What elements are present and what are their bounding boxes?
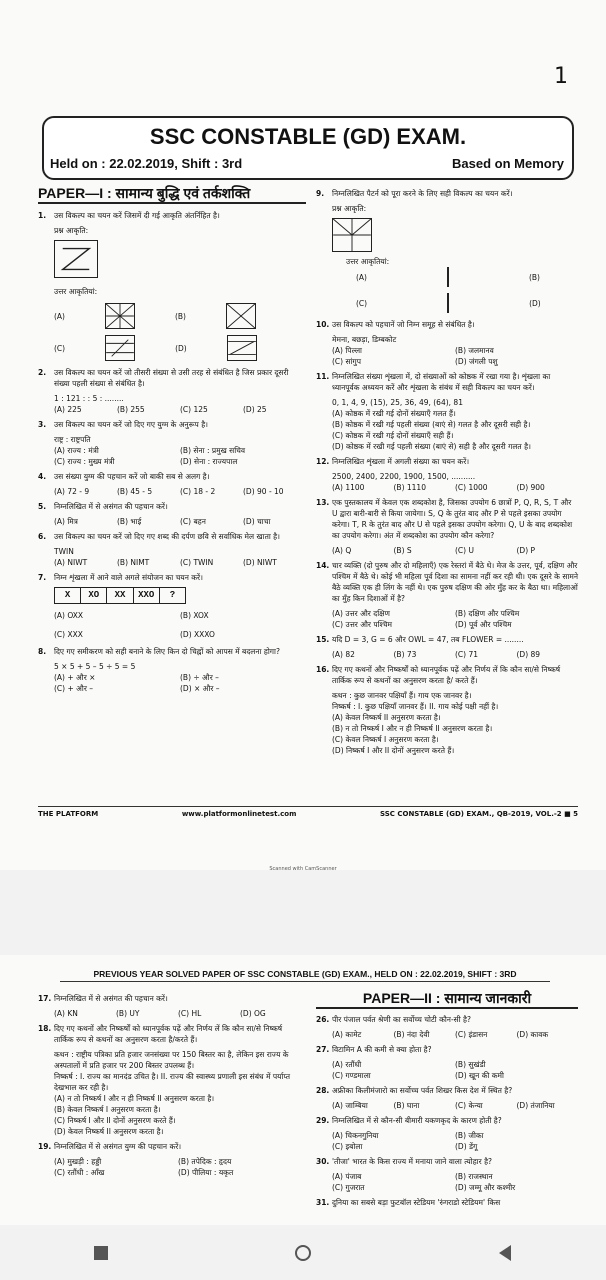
option-c: (C) U xyxy=(455,546,474,555)
options-q26 xyxy=(332,1029,578,1040)
bottom-right-column xyxy=(316,990,578,1212)
options-q13 xyxy=(332,545,578,556)
option-c: (C) इबोला xyxy=(332,1142,363,1151)
options-q2 xyxy=(54,404,306,415)
answer-figure-a xyxy=(447,267,449,287)
option-a: (A) न तो निष्कर्ष I और न ही निष्कर्ष II अनुसरण करता है। xyxy=(54,1094,215,1103)
recents-icon xyxy=(94,1246,108,1260)
option-a: (A) मित्र xyxy=(54,517,78,526)
question-17 xyxy=(38,993,302,1004)
option-b: (B) राजस्थान xyxy=(455,1172,493,1181)
option-d: (D) NIWT xyxy=(243,558,277,567)
pattern-figure xyxy=(332,218,372,252)
back-icon xyxy=(499,1245,511,1261)
option-d: (D) तंजानिया xyxy=(516,1101,555,1110)
question-3 xyxy=(38,419,306,430)
question-number: 14. xyxy=(316,561,330,570)
option-a: (A) KN xyxy=(54,1009,78,1018)
option-b: (B) जीका xyxy=(455,1131,484,1140)
option-a: (A) कोष्ठक में रखी गई दोनों संख्याएँ गलत हैं। xyxy=(332,409,456,418)
question-number: 29. xyxy=(316,1116,330,1125)
option-b: (B) कोष्ठक में रखी गई पहली संख्या (बाएं से) गलत है और दूसरी सही है। xyxy=(332,420,531,429)
question-text: विटामिन A की कमी से क्या होता है? xyxy=(332,1045,432,1054)
question-line: 5 × 5 + 5 – 5 ÷ 5 = 5 xyxy=(54,662,136,671)
option-a: (A) OXX xyxy=(54,611,84,620)
options-q30 xyxy=(332,1171,578,1193)
question-1 xyxy=(38,210,306,221)
option-d: (D) OG xyxy=(240,1009,266,1018)
answer-figure-c xyxy=(105,335,135,361)
options-q27 xyxy=(332,1059,578,1081)
question-number: 26. xyxy=(316,1015,330,1024)
option-label: (B) xyxy=(528,272,540,282)
question-number: 7. xyxy=(38,573,47,582)
options-q14 xyxy=(332,608,578,630)
option-c: (C) गुजरात xyxy=(332,1183,365,1192)
option-a: (A) जाम्बिया xyxy=(332,1101,368,1110)
option-b: (B) 73 xyxy=(393,650,417,659)
question-18 xyxy=(38,1023,302,1045)
options-q29 xyxy=(332,1130,578,1152)
question-16 xyxy=(316,664,578,686)
answer-figure-label: उत्तर आकृतियां: xyxy=(54,287,98,296)
question-number: 31. xyxy=(316,1198,330,1207)
option-d: (D) 89 xyxy=(516,650,541,659)
option-a: (A) 225 xyxy=(54,405,82,414)
question-number: 11. xyxy=(316,372,330,381)
option-c: (C) उत्तर और पश्चिम xyxy=(332,620,392,629)
grid-cross-icon xyxy=(106,304,134,328)
question-number: 12. xyxy=(316,457,330,466)
question-4 xyxy=(38,471,306,482)
option-b: (B) 1110 xyxy=(393,483,426,492)
option-c: (C) 1000 xyxy=(455,483,488,492)
question-30 xyxy=(316,1156,578,1167)
question-number: 28. xyxy=(316,1086,330,1095)
option-c: (C) HL xyxy=(178,1009,202,1018)
option-a: (A) उत्तर और दक्षिण xyxy=(332,609,390,618)
option-c: (C) राज्य : मुख्य मंत्री xyxy=(54,457,115,466)
option-d: (D) पूर्व और पश्चिम xyxy=(455,620,512,629)
options-q7 xyxy=(54,610,306,640)
answer-figures-row-2 xyxy=(356,293,578,313)
question-number: 16. xyxy=(316,665,330,674)
option-a: (A) 82 xyxy=(332,650,355,659)
page-footer xyxy=(38,806,578,818)
question-text: अफ्रीका किलीमंजारो का सर्वोच्च पर्वत शिखर किस देश में स्थित है? xyxy=(332,1086,513,1095)
option-c: (C) TWIN xyxy=(180,558,214,567)
held-on-text: Held on : 22.02.2019, Shift : 3rd xyxy=(50,156,243,171)
sequence-item: XO xyxy=(81,588,107,603)
option-a: (A) केवल निष्कर्ष II अनुसरण करता है। xyxy=(332,713,441,722)
option-b: (B) UY xyxy=(116,1009,140,1018)
options-q6 xyxy=(54,557,306,568)
question-text: यदि D = 3, G = 6 और OWL = 47, तब FLOWER = ........ xyxy=(332,635,524,644)
option-d: (D) P xyxy=(516,546,536,555)
option-a: (A) Q xyxy=(332,546,352,555)
option-b: (B) 255 xyxy=(117,405,145,414)
footer-website: www.platformonlinetest.com xyxy=(181,810,297,818)
bottom-page-header: PREVIOUS YEAR SOLVED PAPER OF SSC CONSTABLE (GD) EXAM., HELD ON : 22.02.2019, SHIFT : 3RD xyxy=(60,969,550,982)
question-26 xyxy=(316,1014,578,1025)
option-c: (C) + और – xyxy=(54,684,94,693)
question-text: उस विकल्प का चयन करें जिसमें दी गई आकृति अंतर्निहित है। xyxy=(54,211,220,220)
question-number: 15. xyxy=(316,635,330,644)
option-d: (D) जंगली पशु xyxy=(455,357,498,366)
sequence-item: XX xyxy=(107,588,133,603)
question-12 xyxy=(316,456,578,467)
question-text: दिए गए कथनों और निष्कर्षों को ध्यानपूर्वक पढ़ें और निर्णय लें कि कौन सा/से निष्कर्ष तार्किक रूप से कथनों का अनुसरण करता है/ करते हैं। xyxy=(332,665,561,685)
option-c: (C) 71 xyxy=(455,650,479,659)
option-d: (D) सेना : राज्यपाल xyxy=(180,457,238,466)
option-b: (B) न तो निष्कर्ष I और न ही निष्कर्ष II अनुसरण करता है। xyxy=(332,724,493,733)
option-a: (A) पिल्ला xyxy=(332,346,362,355)
option-a: (A) 72 - 9 xyxy=(54,487,90,496)
options-q3 xyxy=(54,445,306,467)
sequence-item: XXO xyxy=(134,588,160,603)
question-line: 0, 1, 4, 9, (15), 25, 36, 49, (64), 81 xyxy=(332,398,463,407)
question-figure xyxy=(54,240,98,278)
question-number: 13. xyxy=(316,498,330,507)
question-number: 8. xyxy=(38,647,47,656)
question-text: एक पुस्तकालय में केवल एक शब्दकोश है, जिसका उपयोग 6 छात्रों P, Q, R, S, T और U द्वारा बारी-बारी से किया जायेगा। S, Q के तुरंत बाद और P से पहले इसका उपयोग करेगा। T, R के तुरंत बाद और U से पहले इसका उपयोग करेगा। Q, U के बाद शब्दकोश का उपयोग करेगा। अंत में शब्दकोश का उपयोग कौन करेगा? xyxy=(332,498,573,540)
option-b: (B) NIMT xyxy=(117,558,150,567)
android-nav-bar xyxy=(0,1225,606,1280)
question-text: निम्नलिखित पैटर्न को पूरा करने के लिए सही विकल्प का चयन करें। xyxy=(332,189,513,198)
option-label: (D) xyxy=(175,343,187,353)
option-a: (A) मुखड़ी : हड्डी xyxy=(54,1157,102,1166)
question-13 xyxy=(316,497,578,541)
sequence-item: X xyxy=(55,588,81,603)
question-number: 3. xyxy=(38,420,47,429)
options-q5 xyxy=(54,516,306,527)
question-2 xyxy=(38,367,306,389)
option-b: (B) सुखंडी xyxy=(455,1060,486,1069)
footer-volume: SSC CONSTABLE (GD) EXAM., QB-2019, VOL.-2 ■ 5 xyxy=(380,810,578,818)
option-b: (B) जलमानव xyxy=(455,346,494,355)
option-a: (A) NIWT xyxy=(54,558,88,567)
scanned-page-bottom xyxy=(0,955,606,1225)
answer-figure-a xyxy=(105,303,135,329)
option-c: (C) निष्कर्ष I और II दोनों अनुसरण करते हैं। xyxy=(54,1116,176,1125)
option-a: (A) कामेट xyxy=(332,1030,362,1039)
options-q16 xyxy=(332,712,578,756)
sequence-box xyxy=(54,587,186,604)
footer-publisher: THE PLATFORM xyxy=(38,810,99,818)
options-q10 xyxy=(332,345,578,367)
option-b: (B) 45 - 5 xyxy=(117,487,153,496)
question-text: निम्नलिखित संख्या शृंखला में, दो संख्याओं को कोष्ठक में रखा गया है। शृंखला का ध्यानपूर्वक अध्ययन करें और शृंखला के संबंध में सही विकल्प का चयन करें। xyxy=(332,372,551,392)
option-b: (B) ÷ और – xyxy=(180,673,219,682)
option-b: (B) दक्षिण और पश्चिम xyxy=(455,609,520,618)
question-number: 1. xyxy=(38,211,47,220)
question-text: चार व्यक्ति (दो पुरुष और दो महिलाएँ) एक रेस्तरां में बैठे थे। मेज के उत्तर, पूर्व, दक्षिण और पश्चिम में बैठे थे। कोई भी महिला पूर्व दिशा का सामना नहीं कर रही थी। एक दूसरे के सामने बैठे व्यक्ति एक ही लिंग के नहीं थे। एक पुरुष दक्षिण की ओर मुँह कर के बैठा था। महिलाओं का मुँह किन दिशाओं में है? xyxy=(332,561,578,603)
question-number: 30. xyxy=(316,1157,330,1166)
question-19 xyxy=(38,1141,302,1152)
option-c: (C) बहन xyxy=(180,517,206,526)
question-text: निम्नलिखित में से कौन-सी बीमारी यकणकृद के कारण होती है? xyxy=(332,1116,502,1125)
question-31 xyxy=(316,1197,578,1208)
option-c: (C) XXX xyxy=(54,630,83,639)
question-text: निम्नलिखित में से असंगत युग्म की पहचान करें। xyxy=(54,1142,182,1151)
options-q18 xyxy=(54,1093,302,1137)
option-b: (B) घाना xyxy=(393,1101,420,1110)
question-8 xyxy=(38,646,306,657)
option-b: (B) तपेदिक : हृदय xyxy=(178,1157,232,1166)
conclusion-line: निष्कर्ष : I. राज्य का मानदंड उचित है। II. राज्य की स्वास्थ्य प्रणाली इस संबंध में पर्याप्त देखभाल कर रही है। xyxy=(54,1072,291,1092)
option-c: (C) केवल निष्कर्ष I अनुसरण करता है। xyxy=(332,735,439,744)
question-text: निम्नलिखित में से असंगत की पहचान करें। xyxy=(54,994,168,1003)
question-number: 4. xyxy=(38,472,47,481)
option-c: (C) 18 - 2 xyxy=(180,487,216,496)
answer-figure-label: उत्तर आकृतियां: xyxy=(346,257,390,266)
options-q28 xyxy=(332,1100,578,1111)
option-b: (B) केवल निष्कर्ष I अनुसरण करता है। xyxy=(54,1105,161,1114)
figure-label: प्रश्न आकृति: xyxy=(332,204,367,213)
z-shape-icon xyxy=(55,241,97,277)
option-b: (B) भाई xyxy=(117,517,142,526)
scan-watermark: Scanned with CamScanner xyxy=(269,866,337,872)
question-number: 6. xyxy=(38,532,47,541)
question-line: राष्ट्र : राष्ट्रपति xyxy=(54,435,91,444)
option-b: (B) नंदा देवी xyxy=(393,1030,430,1039)
figure-label: प्रश्न आकृति: xyxy=(54,226,89,235)
question-number: 9. xyxy=(316,189,325,198)
home-button[interactable] xyxy=(283,1233,323,1273)
question-28 xyxy=(316,1085,578,1096)
option-d: (D) 900 xyxy=(516,483,545,492)
options-q15 xyxy=(332,649,578,660)
option-label: (C) xyxy=(356,298,368,308)
question-11 xyxy=(316,371,578,393)
answer-figures-row-2 xyxy=(54,335,306,361)
option-d: (D) खून की कमी xyxy=(455,1071,504,1080)
option-d: (D) केवल निष्कर्ष II अनुसरण करता है। xyxy=(54,1127,164,1136)
option-d: (D) × और – xyxy=(180,684,220,693)
option-d: (D) पीलिया : यकृत xyxy=(178,1168,234,1177)
sequence-item: ? xyxy=(169,590,176,600)
page-number: 1 xyxy=(554,64,568,89)
options-q4 xyxy=(54,486,306,497)
x-box-icon xyxy=(227,304,255,328)
question-number: 2. xyxy=(38,368,47,377)
answer-figures-row-1 xyxy=(356,267,578,287)
question-15 xyxy=(316,634,578,645)
question-line: 2500, 2400, 2200, 1900, 1500, .......... xyxy=(332,472,476,481)
option-label: (C) xyxy=(54,343,66,353)
paper1-title: PAPER—I : सामान्य बुद्धि एवं तर्कशक्ति xyxy=(38,188,306,204)
options-q11 xyxy=(332,408,578,452)
option-c: (C) केन्या xyxy=(455,1101,483,1110)
question-text: 'तीजा' भारत के किस राज्य में मनाया जाने वाला त्योहार है? xyxy=(332,1157,493,1166)
options-q17 xyxy=(54,1008,302,1019)
option-a: (A) पंजाब xyxy=(332,1172,362,1181)
question-text: पीर पंजाल पर्वत श्रेणी का सर्वोच्च चोटी कौन-सी है? xyxy=(332,1015,472,1024)
option-c: (C) इंडासन xyxy=(455,1030,488,1039)
question-27 xyxy=(316,1044,578,1055)
question-text: निम्नलिखित शृंखला में अगली संख्या का चयन करें। xyxy=(332,457,470,466)
question-text: उस विकल्प का चयन करें जो तीसरी संख्या से उसी तरह से संबंधित है जिस प्रकार दूसरी संख्या पहली संख्या से संबंधित है। xyxy=(54,368,289,388)
option-c: (C) कोष्ठक में रखी गई दोनों संख्याएँ सही हैं। xyxy=(332,431,454,440)
exam-title: SSC CONSTABLE (GD) EXAM. xyxy=(149,124,467,149)
option-d: (D) जम्मू और कश्मीर xyxy=(455,1183,516,1192)
question-text: उस विकल्प को पहचानें जो निम्न समूह से संबंधित है। xyxy=(332,320,475,329)
question-text: उस संख्या युग्म की पहचान करें जो बाकी सब से अलग है। xyxy=(54,472,210,481)
option-c: (C) गण्डमाला xyxy=(332,1071,371,1080)
option-label: (A) xyxy=(356,272,367,282)
option-d: (D) कावक xyxy=(516,1030,549,1039)
bottom-left-column xyxy=(38,993,302,1182)
question-10 xyxy=(316,319,578,330)
question-number: 27. xyxy=(316,1045,330,1054)
option-b: (B) सेना : प्रमुख सचिव xyxy=(180,446,246,455)
option-label: (D) xyxy=(529,298,541,308)
question-6 xyxy=(38,531,306,542)
option-b: (B) XOX xyxy=(180,611,209,620)
z-lines-icon xyxy=(228,336,256,360)
question-line: 1 : 121 : : 5 : ........ xyxy=(54,394,124,403)
option-c: (C) सांगुप xyxy=(332,357,361,366)
question-text: निम्न शृंखला में आने वाले अगले संयोजन का चयन करें। xyxy=(54,573,203,582)
option-d: (D) कोष्ठक में रखी गई पहली संख्या (बाएं से) सही है और दूसरी गलत है। xyxy=(332,442,531,451)
question-text: निम्नलिखित में से असंगत की पहचान करें। xyxy=(54,502,168,511)
question-text: उस विकल्प का चयन करें जो दिए गए शब्द की दर्पण छवि से सर्वाधिक मेल खाता है। xyxy=(54,532,281,541)
question-number: 17. xyxy=(38,994,52,1003)
statement-line: कथन : राष्ट्रीय पत्रिका प्रति हजार जनसंख्या पर 150 बिस्तर का है, लेकिन इस राज्य के अस्पतालों में प्रति हजार पर 200 बिस्तर उपलब्ध हैं। xyxy=(54,1050,289,1070)
answer-figures-row-1 xyxy=(54,303,306,329)
option-b: (B) S xyxy=(393,546,412,555)
options-q8 xyxy=(54,672,306,694)
option-a: (A) चिकनगुनिया xyxy=(332,1131,379,1140)
recents-button[interactable] xyxy=(81,1233,121,1273)
option-a: (A) रतौंधी xyxy=(332,1060,362,1069)
question-text: दिए गए कथनों और निष्कर्षों को ध्यानपूर्वक पढ़ें और निर्णय लें कि कौन सा/से निष्कर्ष तार्किक रूप से कथनों का अनुसरण करता है/करते हैं। xyxy=(54,1024,283,1044)
option-d: (D) चाचा xyxy=(243,517,271,526)
option-a: (A) + और × xyxy=(54,673,96,682)
option-d: (D) निष्कर्ष I और II दोनों अनुसरण करते हैं। xyxy=(332,746,455,755)
option-d: (D) XXXO xyxy=(180,630,215,639)
right-column xyxy=(316,188,578,756)
option-c: (C) 125 xyxy=(180,405,208,414)
question-7 xyxy=(38,572,306,583)
question-number: 19. xyxy=(38,1142,52,1151)
option-c: (C) रतौंधी : आँख xyxy=(54,1168,105,1177)
question-text: दिए गए समीकरण को सही बनाने के लिए किन दो चिह्नों को आपस में बदलना होगा? xyxy=(54,647,280,656)
left-column xyxy=(38,185,306,698)
option-a: (A) 1100 xyxy=(332,483,365,492)
answer-figure-d xyxy=(227,335,257,361)
option-label: (B) xyxy=(174,311,186,321)
option-label: (A) xyxy=(54,311,65,321)
conclusion-line: निष्कर्ष : I. कुछ पक्षियाँ जानवर हैं। II. गाय कोई पक्षी नहीं है। xyxy=(332,702,499,711)
home-icon xyxy=(295,1245,311,1261)
options-q19 xyxy=(54,1156,302,1178)
statement-line: कथन : कुछ जानवर पक्षियाँ हैं। गाय एक जानवर है। xyxy=(332,691,472,700)
question-14 xyxy=(316,560,578,604)
based-on-text: Based on Memory xyxy=(452,156,564,171)
question-number: 5. xyxy=(38,502,47,511)
question-text: दुनिया का सबसे बड़ा फुटबॉल स्टेडियम 'रुंगराडो स्टेडियम' किस xyxy=(332,1198,501,1207)
exam-header xyxy=(42,116,574,180)
back-button[interactable] xyxy=(485,1233,525,1273)
question-line: मेमना, बछड़ा, डिम्बकोट xyxy=(332,335,397,344)
paper2-title: PAPER—II : सामान्य जानकारी xyxy=(316,993,578,1009)
option-d: (D) 90 - 10 xyxy=(243,487,284,496)
options-q12 xyxy=(332,482,578,493)
question-number: 18. xyxy=(38,1024,52,1033)
question-29 xyxy=(316,1115,578,1126)
question-line: TWIN xyxy=(54,547,74,556)
question-number: 10. xyxy=(316,320,330,329)
question-5 xyxy=(38,501,306,512)
answer-figure-c xyxy=(447,293,449,313)
option-a: (A) राज्य : मंत्री xyxy=(54,446,99,455)
z-grid-icon xyxy=(106,336,134,360)
question-9 xyxy=(316,188,578,199)
option-d: (D) डेंगू xyxy=(455,1142,478,1151)
option-d: (D) 25 xyxy=(243,405,267,414)
pattern-grid-icon xyxy=(333,219,371,251)
answer-figure-b xyxy=(226,303,256,329)
question-text: उस विकल्प का चयन करें जो दिए गए युग्म के अनुरूप है। xyxy=(54,420,209,429)
